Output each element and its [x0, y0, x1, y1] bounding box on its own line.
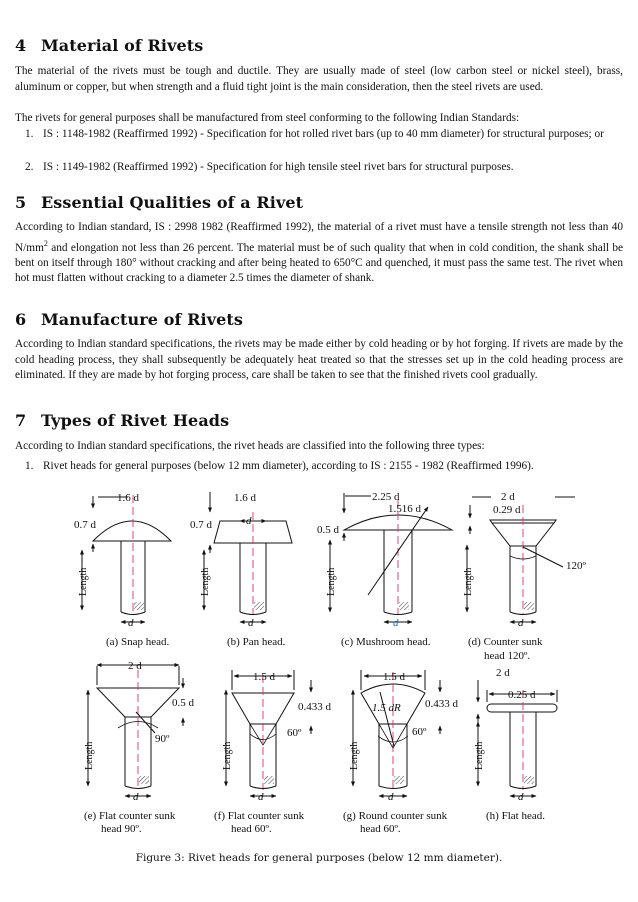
rivet-heads-figure: [0, 478, 638, 848]
subfigure-label: (d) Counter sunk: [468, 636, 543, 648]
length-label: Length: [222, 741, 233, 770]
subfigure-label: (h) Flat head.: [486, 810, 545, 822]
subfigure-label: (f) Flat counter sunk: [214, 810, 305, 822]
dim-label: 0.7 d: [190, 519, 212, 531]
section-5-paragraph: According to Indian standard, IS : 2998 1982 (Reaffirmed 1992), the material of a rivet must have a tensile strength not less than 40 $N/mm^2$ and elongation not less than 26 percent. The material must be of such quality that when in cold condition, the shank shall be bent on itself through 180° without cracking and after being heated to 650°C and quenched, it must pass the same test. The rivet when hot must flatten without cracking to a diameter 2.5 times the diameter of shank.: [15, 221, 623, 285]
counter-sunk-120-rivet: [467, 497, 575, 622]
section-6-heading: 6 Manufacture of Rivets: [15, 310, 244, 329]
dim-label: d: [128, 617, 134, 629]
pan-head-rivet: [204, 492, 292, 622]
section-title: Material of Rivets: [41, 36, 204, 55]
section-4-heading: [15, 36, 203, 55]
subfigure-label: head 60º.: [231, 823, 272, 835]
section-number: 4: [15, 36, 27, 55]
section-7-paragraph: According to Indian standard specifications, the rivet heads are classified into the following three types:: [15, 440, 485, 452]
length-label: Length: [326, 567, 337, 596]
length-label: Length: [463, 567, 474, 596]
dim-label: d: [258, 791, 264, 803]
subfigure-label: (g) Round counter sunk: [343, 810, 448, 822]
section-4-paragraph-1: The material of the rivets must be tough and ductile. They are usually made of steel (low carbon steel or nickel steel), brass, aluminum or copper, but when strength and a fluid tight joint is the main consideration, then the steel rivets are used.: [15, 65, 623, 93]
dim-label: d: [518, 791, 524, 803]
dim-label: d: [388, 791, 394, 803]
section-4-paragraph-2: The rivets for general purposes shall be manufactured from steel conforming to the following Indian Standards:: [15, 112, 520, 124]
subfigure-label: (a) Snap head.: [106, 636, 170, 648]
dim-label: d: [248, 617, 254, 629]
length-label: Length: [200, 567, 211, 596]
length-label: Length: [78, 567, 89, 596]
list-item: 2. IS : 1149-1982 (Reaffirmed 1992) - Specification for high tensile steel rivet bars for structural purposes.: [25, 161, 514, 173]
angle-label: 60º: [287, 727, 302, 739]
dim-label: 0.5 d: [317, 524, 339, 536]
angle-label: 60º: [412, 726, 427, 738]
subfigure-label: head 90º.: [101, 823, 142, 835]
length-label: Length: [349, 741, 360, 770]
subfigure-label: (b) Pan head.: [227, 636, 286, 648]
dim-label: 1.6 d: [234, 492, 256, 504]
dim-label: 2 d: [496, 667, 510, 679]
subfigure-label: (c) Mushroom head.: [341, 636, 431, 648]
flat-counter-sunk-90-rivet: [88, 665, 183, 796]
dim-label: 1.516 d: [388, 503, 421, 515]
angle-label: 120º: [566, 560, 586, 572]
snap-head-rivet: [82, 495, 171, 622]
dim-label: 2 d: [501, 491, 515, 503]
section-title: Types of Rivet Heads: [41, 411, 230, 430]
dim-label: 0.7 d: [74, 519, 96, 531]
dim-label: 1.5 d: [253, 671, 275, 683]
dim-label: d: [393, 617, 399, 629]
dim-label: d: [133, 791, 139, 803]
subfigure-label: head 60º.: [360, 823, 401, 835]
round-counter-sunk-60-rivet: [353, 670, 440, 796]
dim-label: 0.29 d: [493, 504, 521, 516]
figure-caption: Figure 3: Rivet heads for general purposes (below 12 mm diameter).: [135, 852, 503, 864]
dim-label: 0.25 d: [508, 689, 536, 701]
subfigure-label: head 120º.: [484, 650, 531, 662]
dim-label: 1.6 d: [117, 492, 139, 504]
dim-label: 0.433 d: [425, 698, 458, 710]
angle-label: 90º: [155, 733, 170, 745]
dim-label: 1.5 dR: [372, 702, 401, 714]
dim-label: 0.5 d: [172, 697, 194, 709]
list-item: 1. IS : 1148-1982 (Reaffirmed 1992) - Specification for hot rolled rivet bars (up to 40 mm diameter) for structural purposes; or: [25, 128, 604, 140]
section-title: Essential Qualities of a Rivet: [41, 193, 304, 212]
section-title: Manufacture of Rivets: [41, 310, 244, 329]
dim-label: 0.433 d: [298, 701, 331, 713]
length-label: Length: [84, 741, 95, 770]
subfigure-label: (e) Flat counter sunk: [84, 810, 176, 822]
section-6-paragraph: According to Indian standard specifications, the rivets may be made either by cold heading or by hot forging. If rivets are made by the cold heading process, they shall subsequently be adequately heat treated so that the stresses set up in the cold heading process are eliminated. If they are made by hot forging process, care shall be taken to see that the finished rivets cool gradually.: [15, 338, 623, 381]
dim-label: 1.5 d: [383, 671, 405, 683]
section-5-heading: 5 Essential Qualities of a Rivet: [15, 193, 304, 212]
dim-label: 2 d: [128, 660, 142, 672]
length-label: Length: [474, 741, 485, 770]
section-7-heading: 7 Types of Rivet Heads: [15, 411, 230, 430]
dim-label: 2.25 d: [372, 491, 400, 503]
dim-label: d: [246, 515, 252, 527]
list-item: 1. Rivet heads for general purposes (below 12 mm diameter), according to IS : 2155 - 1982 (Reaffirmed 1996).: [25, 460, 534, 472]
dim-label: d: [518, 617, 524, 629]
